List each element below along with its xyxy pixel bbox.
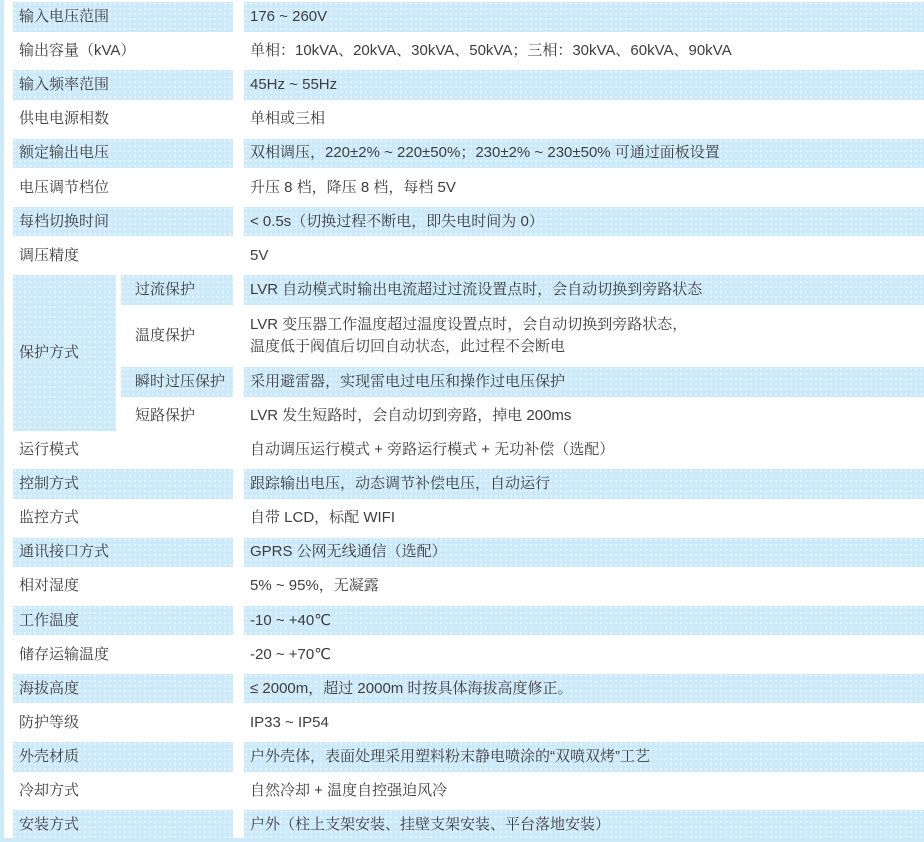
- table-row: [13, 205, 924, 239]
- row-label-cell: [13, 70, 233, 100]
- row-label: 调压精度: [19, 246, 80, 264]
- row-label-cell: [13, 776, 233, 806]
- row-value-cell: [244, 275, 924, 305]
- row-value-line: 户外（柱上支架安装、挂壁支架安装、平台落地安装）: [250, 816, 611, 834]
- sub-row-label: 瞬时过压保护: [135, 372, 226, 390]
- row-value-cell: [244, 572, 924, 602]
- row-label-cell: [13, 207, 233, 237]
- table-row: [13, 774, 924, 808]
- row-value-line: < 0.5s（切换过程不断电，即失电时间为 0）: [250, 212, 544, 230]
- row-label-cell: [13, 504, 233, 534]
- row-value-line: 176 ~ 260V: [250, 8, 328, 26]
- sub-row-label-cell: [121, 367, 233, 397]
- row-value-line: 自带 LCD，标配 WIFI: [250, 509, 395, 527]
- table-row: [13, 433, 924, 467]
- row-value-line: 单相：10kVA、20kVA、30kVA、50kVA；三相：30kVA、60kVA、90kVA: [250, 42, 732, 60]
- row-label-cell: [13, 105, 233, 135]
- bottom-accent-strip: [0, 838, 924, 842]
- table-sub-row: [121, 399, 924, 433]
- row-label: 冷却方式: [19, 782, 80, 800]
- spec-table: [13, 0, 924, 842]
- group-rows: [121, 273, 924, 433]
- row-label-cell: [13, 742, 233, 772]
- row-label-cell: [13, 173, 233, 203]
- row-value-line: 温度低于阀值后切回自动状态，此过程不会断电: [250, 337, 566, 355]
- sub-row-label-cell: [121, 309, 233, 362]
- left-accent-strip: [0, 0, 4, 842]
- row-value-line: 户外壳体，表面处理采用塑料粉末静电喷涂的“双喷双烤”工艺: [250, 747, 650, 765]
- row-value-cell: [244, 708, 924, 738]
- row-value-line: 采用避雷器，实现雷电过电压和操作过电压保护: [250, 372, 566, 390]
- row-value-cell: [244, 742, 924, 772]
- row-label: 外壳材质: [19, 747, 80, 765]
- table-row: [13, 136, 924, 170]
- row-value-line: 双相调压，220±2% ~ 220±50%；230±2% ~ 230±50% 可通过面板设置: [250, 144, 720, 162]
- row-value-line: 升压 8 档，降压 8 档，每档 5V: [250, 178, 456, 196]
- row-label: 防护等级: [19, 713, 80, 731]
- protection-group: [13, 273, 924, 433]
- row-value-cell: [244, 401, 924, 431]
- row-label-cell: [13, 469, 233, 499]
- table-row: [13, 569, 924, 603]
- table-row: [13, 604, 924, 638]
- row-value-cell: [244, 538, 924, 568]
- table-row: [13, 34, 924, 68]
- table-row: [13, 170, 924, 204]
- row-value-line: LVR 变压器工作温度超过温度设置点时，会自动切换到旁路状态，: [250, 315, 688, 333]
- table-row: [13, 740, 924, 774]
- row-value-cell: [244, 435, 924, 465]
- row-label: 储存运输温度: [19, 645, 110, 663]
- row-value-cell: [244, 504, 924, 534]
- row-value-cell: [244, 2, 924, 32]
- group-label-cell: [13, 275, 116, 431]
- sub-row-label: 温度保护: [135, 326, 196, 344]
- table-row: [13, 102, 924, 136]
- group-label: 保护方式: [19, 343, 80, 361]
- row-value-line: LVR 发生短路时，会自动切到旁路，掉电 200ms: [250, 406, 572, 424]
- table-row: [13, 0, 924, 34]
- table-sub-row: [121, 273, 924, 307]
- row-value-line: 自然冷却 + 温度自控强迫风冷: [250, 782, 448, 800]
- row-label-cell: [13, 139, 233, 169]
- table-row: [13, 68, 924, 102]
- table-row: [13, 239, 924, 273]
- row-label-cell: [13, 572, 233, 602]
- table-row: [13, 808, 924, 842]
- row-label: 监控方式: [19, 509, 80, 527]
- row-label-cell: [13, 640, 233, 670]
- sub-row-label-cell: [121, 275, 233, 305]
- row-value-cell: [244, 674, 924, 704]
- row-value-cell: [244, 105, 924, 135]
- row-value-cell: [244, 469, 924, 499]
- row-value-line: 跟踪输出电压，动态调节补偿电压，自动运行: [250, 475, 551, 493]
- table-sub-row: [121, 307, 924, 365]
- sub-row-label-cell: [121, 401, 233, 431]
- row-value-line: 45Hz ~ 55Hz: [250, 76, 338, 94]
- row-value-cell: [244, 173, 924, 203]
- table-row: [13, 535, 924, 569]
- row-label: 相对湿度: [19, 577, 80, 595]
- row-label: 安装方式: [19, 816, 80, 834]
- row-label-cell: [13, 606, 233, 636]
- row-value-line: 5V: [250, 246, 269, 264]
- table-row: [13, 467, 924, 501]
- sub-row-label: 短路保护: [135, 406, 196, 424]
- row-value-cell: [244, 36, 924, 66]
- row-label-cell: [13, 435, 233, 465]
- table-row: [13, 638, 924, 672]
- row-value-line: IP33 ~ IP54: [250, 713, 329, 731]
- row-value-line: ≤ 2000m，超过 2000m 时按具体海拔高度修正。: [250, 679, 573, 697]
- row-value-line: GPRS 公网无线通信（选配）: [250, 543, 447, 561]
- row-label-cell: [13, 708, 233, 738]
- row-label: 海拔高度: [19, 679, 80, 697]
- row-value-cell: [244, 207, 924, 237]
- row-value-cell: [244, 640, 924, 670]
- row-value-line: 单相或三相: [250, 110, 326, 128]
- row-label: 电压调节档位: [19, 178, 110, 196]
- row-label: 输入电压范围: [19, 8, 110, 26]
- table-sub-row: [121, 365, 924, 399]
- row-value-cell: [244, 606, 924, 636]
- row-value-cell: [244, 139, 924, 169]
- row-value-cell: [244, 241, 924, 271]
- row-value-cell: [244, 367, 924, 397]
- sub-row-label: 过流保护: [135, 280, 196, 298]
- row-label: 通讯接口方式: [19, 543, 110, 561]
- row-label-cell: [13, 538, 233, 568]
- row-value-cell: [244, 776, 924, 806]
- row-value-line: -20 ~ +70℃: [250, 645, 332, 663]
- table-row: [13, 672, 924, 706]
- row-label: 工作温度: [19, 611, 80, 629]
- row-value-cell: [244, 810, 924, 840]
- table-row: [13, 501, 924, 535]
- row-value-cell: [244, 70, 924, 100]
- row-label: 额定输出电压: [19, 144, 110, 162]
- row-label: 控制方式: [19, 475, 80, 493]
- row-label: 运行模式: [19, 441, 80, 459]
- row-value-cell: [244, 309, 924, 362]
- row-value-line: 5% ~ 95%，无凝露: [250, 577, 379, 595]
- row-value-line: 自动调压运行模式 + 旁路运行模式 + 无功补偿（选配）: [250, 441, 615, 459]
- row-label-cell: [13, 2, 233, 32]
- row-label-cell: [13, 810, 233, 840]
- row-label-cell: [13, 36, 233, 66]
- row-label: 供电电源相数: [19, 110, 110, 128]
- row-label: 每档切换时间: [19, 212, 110, 230]
- row-label: 输出容量（kVA）: [19, 42, 136, 60]
- row-value-line: LVR 自动模式时输出电流超过过流设置点时，会自动切换到旁路状态: [250, 280, 703, 298]
- table-row: [13, 706, 924, 740]
- row-label: 输入频率范围: [19, 76, 110, 94]
- row-value-line: -10 ~ +40℃: [250, 611, 332, 629]
- row-label-cell: [13, 241, 233, 271]
- row-label-cell: [13, 674, 233, 704]
